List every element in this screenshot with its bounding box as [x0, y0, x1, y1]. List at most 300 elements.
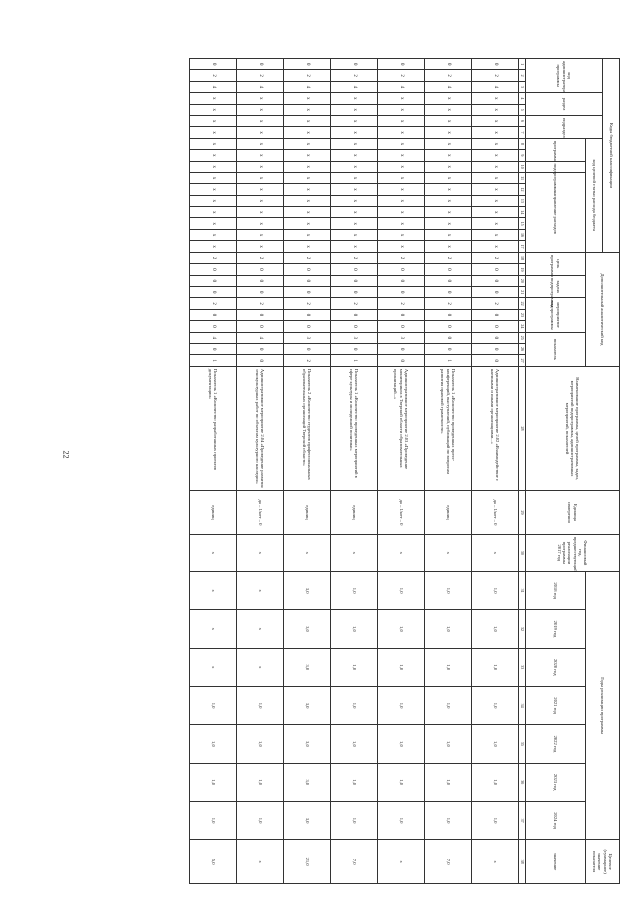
code-digit: 2 — [284, 355, 331, 367]
row-name: Административное мероприятие 2.02 «Взаимодействие с наемными и иными организациями...» — [472, 366, 519, 490]
year-2020-header: 2020 год — [526, 648, 586, 686]
code-digit: х — [425, 172, 472, 183]
code-digit: 2 — [425, 252, 472, 263]
code-digit: 0 — [237, 275, 284, 286]
code-digit: х — [472, 150, 519, 161]
code-digit: 2 — [237, 70, 284, 81]
program-table — [189, 58, 620, 884]
code-digit: 3 — [284, 332, 331, 343]
code-digit: 0 — [472, 264, 519, 275]
code-digit: 0 — [284, 59, 331, 70]
code-digit: х — [284, 218, 331, 229]
code-digit: х — [472, 207, 519, 218]
code-digit: х — [237, 104, 284, 115]
code-digit: х — [425, 127, 472, 138]
code-digit: 2 — [190, 298, 237, 309]
row-year-value: 1,0 — [378, 801, 425, 839]
row-year-value: 1,0 — [472, 801, 519, 839]
code-digit: 0 — [425, 59, 472, 70]
code-digit: х — [331, 229, 378, 240]
code-digit: х — [284, 229, 331, 240]
row-year-value: 1,0 — [331, 763, 378, 801]
target-value-header: значение — [526, 840, 586, 884]
code-digit: 0 — [472, 332, 519, 343]
code-digit: х — [331, 184, 378, 195]
column-number: 19 — [519, 264, 526, 275]
code-digit: х — [331, 138, 378, 149]
row-year-value: 1,0 — [237, 763, 284, 801]
row-year-value: 1,0 — [425, 763, 472, 801]
code-digit: х — [237, 184, 284, 195]
row-year-value: 3,0 — [284, 571, 331, 609]
code-digit: х — [284, 195, 331, 206]
code-digit: 2 — [378, 252, 425, 263]
row-name: Показатель 1 «Количество проведенных пресс-конференций, выступлений, публикаций по вопросам развития правовой грамотности» — [425, 366, 472, 490]
row-year-value: 1,0 — [237, 686, 284, 724]
code-digit: 0 — [472, 275, 519, 286]
code-digit: х — [378, 184, 425, 195]
code-digit: 0 — [425, 332, 472, 343]
year-2019-header: 2019 год — [526, 610, 586, 648]
code-digit: х — [425, 218, 472, 229]
code-digit: 4 — [237, 332, 284, 343]
code-digit: х — [190, 172, 237, 183]
code-digit: 2 — [472, 252, 519, 263]
code-digit: х — [237, 195, 284, 206]
column-number: 12 — [519, 184, 526, 195]
column-number: 11 — [519, 172, 526, 183]
code-digit: 0 — [378, 275, 425, 286]
row-name: Административное мероприятие 2.04 «Проведение развития этнокультурных работ по объектам культурного наследия» — [237, 366, 284, 490]
column-number: 3 — [519, 81, 526, 92]
code-digit: х — [378, 207, 425, 218]
code-digit: 2 — [331, 298, 378, 309]
row-year-value: 1,0 — [331, 571, 378, 609]
code-digit: 4 — [425, 81, 472, 92]
additional-codes-header: Дополнительный аналитический код — [586, 252, 620, 366]
row-year-value: 1,0 — [425, 571, 472, 609]
row-year-value: 1,0 — [472, 610, 519, 648]
code-digit: 0 — [237, 59, 284, 70]
code-digit: 0 — [190, 309, 237, 320]
code-digit: 0 — [190, 59, 237, 70]
row-year-value: х — [237, 648, 284, 686]
column-number: 7 — [519, 127, 526, 138]
code-digit: 1 — [190, 355, 237, 367]
column-number: 32 — [519, 610, 526, 648]
column-number: 20 — [519, 275, 526, 286]
column-number: 18 — [519, 252, 526, 263]
code-digit: 0 — [378, 264, 425, 275]
row-target: х — [237, 840, 284, 884]
code-digit: 2 — [472, 298, 519, 309]
code-digit: х — [472, 195, 519, 206]
year-2022-header: 2022 год — [526, 725, 586, 763]
code-digit: 4 — [190, 81, 237, 92]
code-digit: х — [190, 207, 237, 218]
column-number: 31 — [519, 571, 526, 609]
code-digit: х — [237, 161, 284, 172]
column-number: 2 — [519, 70, 526, 81]
years-header: Годы реализации программы — [586, 571, 620, 839]
row-year-value: 1,0 — [472, 571, 519, 609]
code-digit: х — [425, 115, 472, 126]
code-digit: 0 — [331, 264, 378, 275]
code-digit: 0 — [331, 343, 378, 354]
code-digit: 0 — [190, 321, 237, 332]
code-digit: х — [472, 127, 519, 138]
code-digit: 0 — [472, 343, 519, 354]
code-digit: 4 — [472, 81, 519, 92]
code-digit: 2 — [284, 298, 331, 309]
row-year-value: 1,0 — [190, 725, 237, 763]
code-digit: х — [378, 195, 425, 206]
code-digit: 3 — [378, 332, 425, 343]
code-digit: х — [378, 93, 425, 104]
code-digit: х — [472, 104, 519, 115]
unit-header: Единица измерения — [526, 491, 620, 535]
code-digit: 0 — [378, 355, 425, 367]
row-unit: единиц — [284, 491, 331, 535]
code-digit: 0 — [284, 321, 331, 332]
code-digit: х — [284, 161, 331, 172]
row-year-value: 1,0 — [425, 648, 472, 686]
column-number: 16 — [519, 229, 526, 240]
row-year-value: 1,0 — [472, 648, 519, 686]
code-digit: х — [425, 104, 472, 115]
row-unit: да – 1/нет – 0 — [378, 491, 425, 535]
year-2021-header: 2021 год — [526, 686, 586, 724]
code-digit: 0 — [190, 275, 237, 286]
row-name: Показатель 1 «Количество разработанных проектов документации» — [190, 366, 237, 490]
code-digit: 0 — [425, 264, 472, 275]
code-digit: х — [284, 207, 331, 218]
code-digit: 0 — [331, 275, 378, 286]
row-year-value: 1,0 — [190, 686, 237, 724]
code-digit: 0 — [190, 343, 237, 354]
column-number: 6 — [519, 115, 526, 126]
row-target: 7,0 — [331, 840, 378, 884]
row-year-value: 1,0 — [331, 801, 378, 839]
code-digit: х — [425, 93, 472, 104]
code-digit: х — [472, 172, 519, 183]
row-name: Показатель 2 «Количество студентов профессиональных образовательных организаций Тверской области» — [284, 366, 331, 490]
code-digit: 0 — [284, 275, 331, 286]
table-row — [190, 59, 237, 884]
table-row — [237, 59, 284, 884]
code-digit: 0 — [472, 59, 519, 70]
code-digit: х — [237, 150, 284, 161]
code-digit: 0 — [472, 355, 519, 367]
row-target: 21,0 — [284, 840, 331, 884]
code-digit: х — [237, 93, 284, 104]
code-digit: 2 — [237, 252, 284, 263]
column-number: 28 — [519, 366, 526, 490]
code-digit: х — [378, 127, 425, 138]
code-digit: х — [237, 115, 284, 126]
code-digit: х — [284, 138, 331, 149]
row-year-value: 1,0 — [378, 725, 425, 763]
code-digit: 2 — [425, 298, 472, 309]
code-digit: 0 — [190, 287, 237, 298]
row-year-value: х — [190, 648, 237, 686]
table-row — [425, 59, 472, 884]
code-digit: х — [425, 184, 472, 195]
code-digit: 2 — [378, 70, 425, 81]
row-year-value: 1,0 — [190, 801, 237, 839]
row-target: х — [378, 840, 425, 884]
row-year-value: 1,0 — [425, 610, 472, 648]
code-digit: х — [190, 93, 237, 104]
code-digit: х — [425, 241, 472, 253]
code-digit: 0 — [425, 275, 472, 286]
row-year-value: 1,0 — [331, 725, 378, 763]
row-year-value: 3,0 — [284, 686, 331, 724]
code-digit: 2 — [237, 298, 284, 309]
code-digit: 1 — [331, 355, 378, 367]
row-unit: единиц — [331, 491, 378, 535]
code-digit: х — [331, 127, 378, 138]
row-target: 7,0 — [425, 840, 472, 884]
budget-codes-header: Коды бюджетной классификации — [603, 59, 620, 253]
code-digit: 0 — [425, 343, 472, 354]
code-digit: х — [190, 229, 237, 240]
code-digit: х — [472, 161, 519, 172]
row-year-value: 1,0 — [472, 763, 519, 801]
row-year-value: 1,0 — [331, 610, 378, 648]
code-digit: х — [331, 161, 378, 172]
code-digit: 2 — [378, 298, 425, 309]
column-number: 26 — [519, 343, 526, 354]
code-digit: х — [284, 150, 331, 161]
year-2024-header: 2024 год — [526, 801, 586, 839]
column-number: 22 — [519, 298, 526, 309]
code-digit: х — [378, 138, 425, 149]
row-year-value: 1,0 — [190, 763, 237, 801]
code-digit: х — [331, 150, 378, 161]
program-header: программа — [526, 138, 586, 161]
code-digit: х — [237, 218, 284, 229]
code-digit: 4 — [190, 332, 237, 343]
measure-header: мероприятие подпрограммы — [526, 298, 586, 332]
code-digit: х — [190, 127, 237, 138]
code-digit: 0 — [472, 321, 519, 332]
column-number: 21 — [519, 287, 526, 298]
code-digit: х — [331, 104, 378, 115]
code-digit: х — [331, 93, 378, 104]
column-number: 5 — [519, 104, 526, 115]
column-number: 9 — [519, 150, 526, 161]
code-digit: х — [425, 229, 472, 240]
code-digit: 0 — [472, 309, 519, 320]
name-header: Наименование программы, целей программы, задач, мероприятий подпрограммы, административных мероприятий, показателей — [526, 366, 620, 490]
year-2023-header: 2023 год — [526, 763, 586, 801]
code-digit: х — [237, 127, 284, 138]
code-digit: х — [331, 241, 378, 253]
row-year-value: 1,0 — [425, 801, 472, 839]
fin-year-header: Финансовый год, предшествующий реализации программы 2017 год — [526, 534, 620, 571]
code-digit: х — [284, 115, 331, 126]
code-digit: 2 — [190, 252, 237, 263]
row-year-value: х — [237, 610, 284, 648]
row-fin-year: х — [425, 534, 472, 571]
code-digit: х — [190, 161, 237, 172]
program-goal-header: цель программы — [526, 252, 586, 275]
row-year-value: х — [190, 610, 237, 648]
code-digit: 0 — [378, 343, 425, 354]
code-digit: 0 — [237, 343, 284, 354]
row-year-value: 3,0 — [284, 763, 331, 801]
column-number-row — [519, 59, 526, 884]
code-digit: х — [284, 241, 331, 253]
code-digit: 0 — [284, 309, 331, 320]
code-digit: х — [472, 218, 519, 229]
column-number: 37 — [519, 801, 526, 839]
column-number: 30 — [519, 534, 526, 571]
code-digit: 0 — [237, 355, 284, 367]
code-digit: 0 — [378, 287, 425, 298]
code-digit: 0 — [331, 59, 378, 70]
column-number: 23 — [519, 309, 526, 320]
code-digit: 0 — [331, 321, 378, 332]
code-digit: х — [472, 184, 519, 195]
column-number: 33 — [519, 648, 526, 686]
row-year-value: х — [237, 571, 284, 609]
code-digit: х — [331, 207, 378, 218]
code-digit: х — [237, 172, 284, 183]
code-digit: х — [472, 241, 519, 253]
code-digit: 2 — [284, 252, 331, 263]
row-fin-year: х — [237, 534, 284, 571]
row-target: х — [472, 840, 519, 884]
code-digit: 4 — [237, 81, 284, 92]
column-number: 1 — [519, 59, 526, 70]
code-digit: 0 — [425, 287, 472, 298]
year-2018-header: 2018 год — [526, 571, 586, 609]
code-digit: х — [378, 161, 425, 172]
code-digit: 4 — [284, 81, 331, 92]
code-digit: х — [425, 150, 472, 161]
code-digit: 0 — [237, 321, 284, 332]
program-table-sheet — [117, 58, 620, 884]
code-digit: х — [284, 127, 331, 138]
table-body — [190, 59, 526, 884]
row-year-value: 1,0 — [378, 571, 425, 609]
code-digit: х — [425, 207, 472, 218]
code-digit: х — [190, 115, 237, 126]
column-number: 36 — [519, 763, 526, 801]
code-digit: 2 — [425, 70, 472, 81]
column-number: 29 — [519, 491, 526, 535]
column-number: 8 — [519, 138, 526, 149]
code-digit: 2 — [331, 252, 378, 263]
column-number: 35 — [519, 725, 526, 763]
table-row — [331, 59, 378, 884]
code-digit: х — [190, 104, 237, 115]
code-digit: х — [190, 195, 237, 206]
row-year-value: 3,0 — [284, 801, 331, 839]
row-year-value: 1,0 — [472, 725, 519, 763]
code-digit: х — [190, 218, 237, 229]
row-year-value: х — [190, 571, 237, 609]
code-digit: 0 — [331, 287, 378, 298]
code-digit: х — [378, 229, 425, 240]
row-year-value: 3,0 — [284, 610, 331, 648]
row-year-value: 1,0 — [472, 686, 519, 724]
code-digit: х — [472, 229, 519, 240]
code-digit: 0 — [237, 309, 284, 320]
task-header: задача подпрограммы — [526, 275, 586, 298]
row-fin-year: х — [378, 534, 425, 571]
row-year-value: 1,0 — [425, 686, 472, 724]
table-row — [284, 59, 331, 884]
row-year-value: 1,0 — [331, 648, 378, 686]
code-digit: х — [237, 241, 284, 253]
code-digit: х — [378, 241, 425, 253]
code-digit: х — [378, 150, 425, 161]
table-row — [472, 59, 519, 884]
column-number: 17 — [519, 241, 526, 253]
code-digit: 1 — [425, 355, 472, 367]
column-number: 25 — [519, 332, 526, 343]
page-number: 22 — [61, 450, 71, 459]
column-number: 15 — [519, 218, 526, 229]
column-number: 34 — [519, 686, 526, 724]
indicator-header: показатель — [526, 332, 586, 366]
code-digit: 0 — [284, 264, 331, 275]
column-number: 38 — [519, 840, 526, 884]
row-year-value: 3,0 — [284, 725, 331, 763]
row-year-value: 1,0 — [331, 686, 378, 724]
row-fin-year: х — [190, 534, 237, 571]
code-digit: х — [425, 138, 472, 149]
code-digit: 3 — [331, 332, 378, 343]
code-digit: 2 — [331, 70, 378, 81]
code-digit: х — [284, 104, 331, 115]
code-digit: 0 — [237, 287, 284, 298]
row-year-value: 1,0 — [378, 763, 425, 801]
code-digit: 2 — [284, 70, 331, 81]
code-digit: х — [378, 104, 425, 115]
code-digit: 0 — [284, 287, 331, 298]
code-digit: 0 — [378, 321, 425, 332]
code-digit: 0 — [425, 309, 472, 320]
code-digit: х — [378, 172, 425, 183]
code-digit: х — [190, 241, 237, 253]
code-digit: 2 — [472, 70, 519, 81]
row-name: Показатель 1 «Количество проведенных мероприятий в сфере культуры и молодежной политики» — [331, 366, 378, 490]
admin-code-header: код администратора программы — [526, 59, 603, 93]
code-digit: 0 — [378, 309, 425, 320]
code-digit: х — [237, 138, 284, 149]
code-digit: х — [378, 218, 425, 229]
code-digit: 4 — [378, 81, 425, 92]
code-digit: х — [331, 115, 378, 126]
row-year-value: 1,0 — [378, 686, 425, 724]
code-digit: 0 — [237, 264, 284, 275]
razdel-header: раздел — [526, 93, 603, 116]
row-year-value: 1,0 — [378, 610, 425, 648]
code-digit: х — [331, 172, 378, 183]
direction-header: направление расходов — [526, 172, 586, 252]
row-year-value: 3,0 — [284, 648, 331, 686]
row-unit: да – 1/нет – 0 — [237, 491, 284, 535]
code-digit: х — [237, 207, 284, 218]
code-digit: х — [472, 93, 519, 104]
code-digit: х — [331, 195, 378, 206]
column-number: 13 — [519, 195, 526, 206]
code-digit: х — [472, 115, 519, 126]
